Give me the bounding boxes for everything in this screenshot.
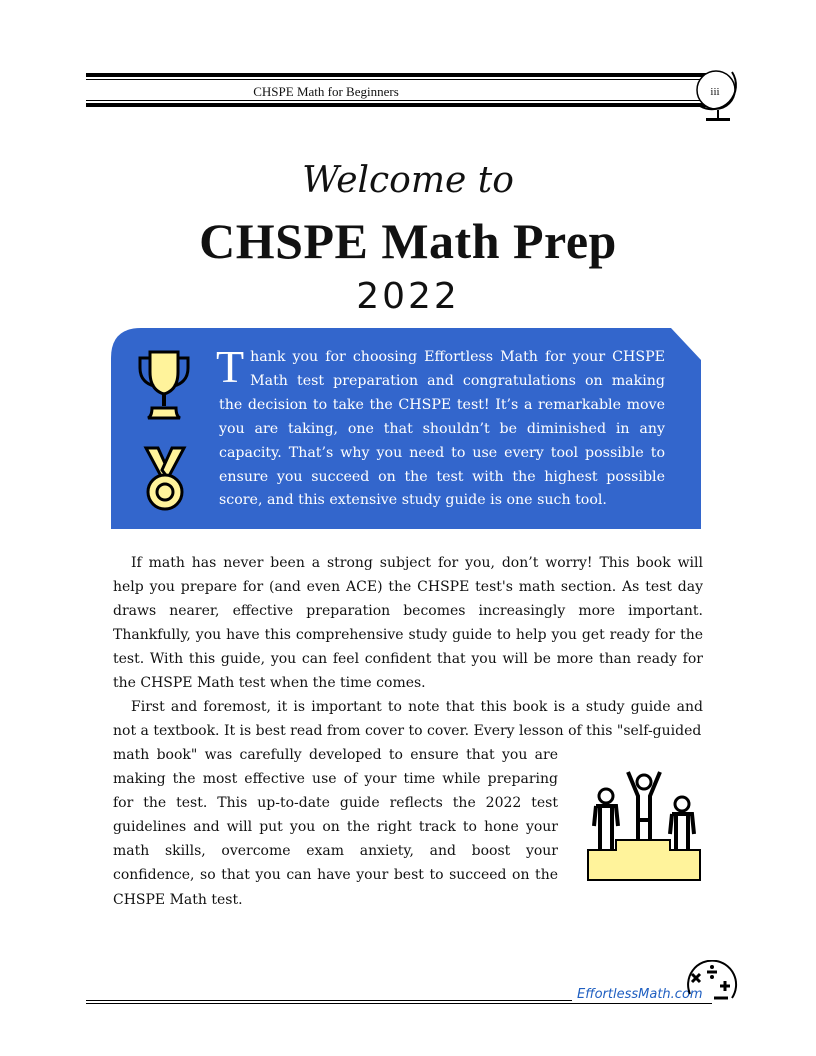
body-paragraph-2-lines: First and foremost, it is important to note that this book is a study guide and not a textbook. It is best read from cover to cover. Every lesson of this "self-guided bbox=[113, 699, 703, 740]
body-paragraph-2-wrapped: math book" was carefully developed to ensure that you are making the most effective use of your time while preparing for the test. This up-to-date guide reflects the 2022 test guidelines and will put you on the right track to hone your math skills, overcome exam anxiety, and boost your confidence, so that you can have your best to succeed on the CHSPE Math test. bbox=[113, 747, 558, 908]
page-title: CHSPE Math Prep bbox=[199, 213, 617, 269]
trophy-icon bbox=[136, 348, 192, 422]
medal-icon bbox=[140, 444, 190, 514]
podium-winners-icon bbox=[586, 770, 702, 882]
header-rule-top-thin bbox=[86, 79, 708, 80]
header-page-number: iii bbox=[710, 86, 720, 98]
intro-text bbox=[216, 341, 665, 513]
footer-rule-top bbox=[86, 1000, 572, 1001]
header-rule-bottom bbox=[86, 103, 708, 107]
welcome-heading: Welcome to bbox=[302, 160, 514, 201]
math-symbols-icon bbox=[684, 960, 738, 1008]
title-year: 2022 bbox=[356, 276, 460, 317]
header-rule-bottom-thin bbox=[86, 100, 708, 101]
body-paragraph-1: If math has never been a strong subject for you, don’t worry! This book will help you prepare for (and even ACE) the CHSPE test's math section. As test day draws nearer, effective preparation becomes increasingly more important. Thankfully, you have this comprehensive study guide to help you get ready for the test. With this guide, you can feel confident that you will be more than ready for the CHSPE Math test when the time comes. bbox=[113, 555, 703, 692]
header-rule-top bbox=[86, 73, 708, 77]
footer-rule-bottom bbox=[86, 1003, 572, 1004]
drop-cap: T bbox=[216, 341, 245, 392]
footer-brand-link[interactable]: EffortlessMath.com bbox=[577, 987, 703, 1002]
intro-paragraph: hank you for choosing Effortless Math for your CHSPE Math test preparation and congratulations on making the decision to take the CHSPE test! It’s a remarkable move you are taking, one that shouldn’t be diminished in any capacity. That’s why you need to use every tool possible to ensure you succeed on the test with the highest possible score, and this extensive study guide is one such tool. bbox=[219, 349, 665, 509]
header-book-title: CHSPE Math for Beginners bbox=[253, 84, 399, 99]
